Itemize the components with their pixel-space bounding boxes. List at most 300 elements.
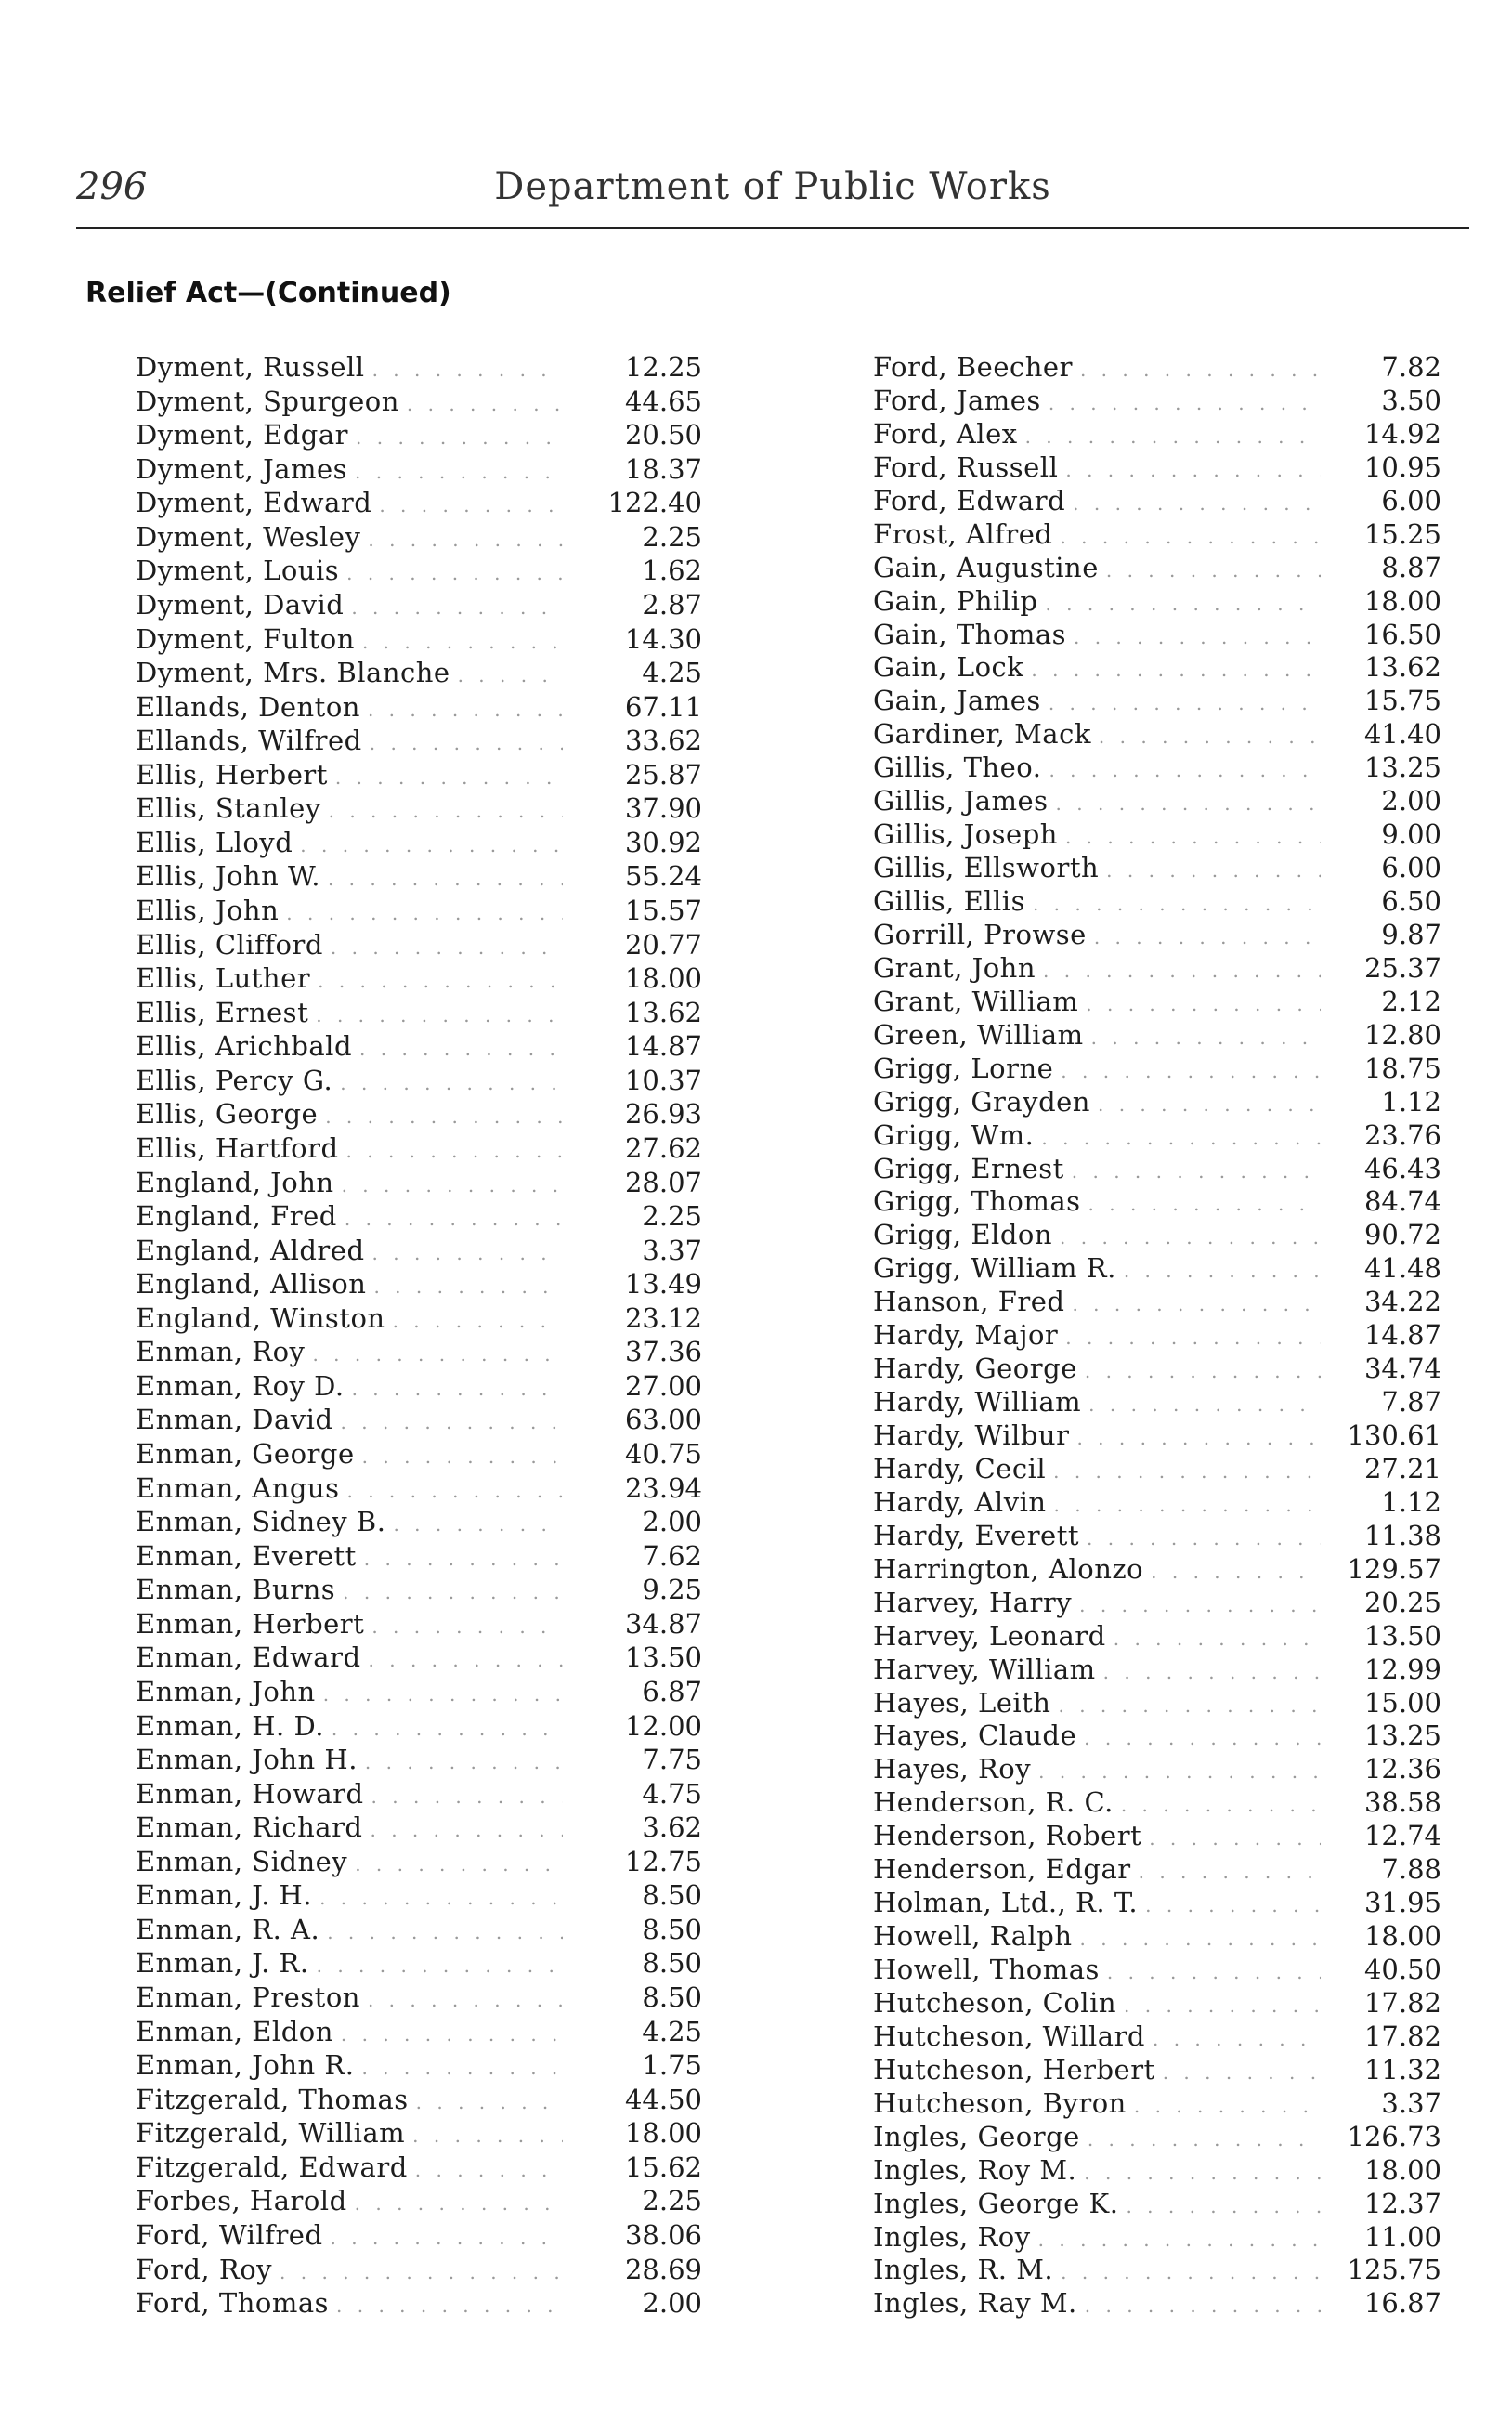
payee-name: Hardy, William [873,1386,1082,1419]
payee-name: Henderson, Robert [873,1820,1142,1852]
payee-name: Ellis, Luther [136,962,311,995]
dot-leader [1054,1489,1321,1523]
payment-amount: 13.25 [1363,1719,1441,1752]
payment-amount: 20.25 [1363,1586,1441,1618]
dot-leader [1134,2090,1321,2124]
payee-name: Ellis, Hartford [136,1131,339,1164]
list-item [136,487,702,520]
payee-name: Hardy, Major [873,1319,1059,1352]
payee-name: Dyment, Wesley [136,520,361,553]
payee-name: Enman, Sidney B. [136,1506,386,1538]
payment-amount: 67.11 [624,690,702,723]
payee-name: Dyment, Russell [136,351,365,383]
dot-leader [355,2188,563,2221]
dot-leader [1098,1089,1321,1122]
dot-leader [1074,621,1321,655]
payee-name: Hanson, Fred [873,1286,1065,1318]
payee-name: Gillis, Theo. [873,752,1042,784]
payee-name: Grigg, Eldon [873,1219,1053,1251]
payment-amount: 12.80 [1363,1018,1441,1051]
list-item [136,1336,702,1369]
list-item [136,555,702,588]
payee-name: Gain, Philip [873,584,1038,617]
dot-leader [1033,888,1321,922]
payee-name: Enman, Preston [136,1981,360,2013]
payment-amount: 63.00 [624,1404,702,1436]
list-item [873,1987,1441,2020]
dot-leader [1099,721,1321,754]
dot-leader [1072,1288,1321,1322]
payee-name: Grant, John [873,951,1036,984]
payment-amount: 44.65 [624,385,702,417]
payment-amount: 13.62 [624,996,702,1028]
payee-name: Frost, Alfred [873,517,1053,550]
payment-amount: 9.00 [1381,818,1441,851]
payee-name: Enman, John R. [136,2049,355,2082]
payment-amount: 2.87 [642,588,702,621]
dot-leader [1088,2124,1321,2157]
payee-name: Hardy, Alvin [873,1485,1047,1518]
dot-leader [365,1746,563,1780]
payee-name: Ellis, George [136,1098,319,1131]
payee-name: Enman, Roy [136,1336,306,1368]
list-item [136,1404,702,1437]
dot-leader [1145,1889,1321,1923]
payment-amount: 33.62 [624,725,702,757]
payment-amount: 23.12 [624,1301,702,1334]
payment-amount: 2.00 [642,2287,702,2320]
payment-amount: 28.69 [624,2253,702,2285]
list-item [873,919,1441,952]
payment-amount: 7.87 [1381,1386,1441,1419]
list-item [136,1472,702,1506]
dot-leader [369,1644,563,1678]
payee-name: Hardy, Cecil [873,1452,1047,1484]
payment-amount: 1.75 [642,2049,702,2082]
payee-name: Gorrill, Prowse [873,918,1087,950]
list-item [873,1654,1441,1687]
payee-name: Grigg, Grayden [873,1085,1090,1118]
payee-name: Gain, Augustine [873,551,1099,583]
payee-name: Enman, J. R. [136,1947,309,1980]
dot-leader [346,1135,563,1169]
section-heading: Relief Act—(Continued) [85,277,451,309]
payee-name: Howell, Ralph [873,1920,1073,1953]
payment-amount: 125.75 [1347,2254,1441,2286]
list-item [136,589,702,622]
dot-leader [1088,1389,1321,1422]
payment-amount: 15.62 [624,2151,702,2183]
dot-leader [1103,1656,1321,1690]
payment-amount: 27.00 [624,1369,702,1402]
list-item [873,1119,1441,1153]
payment-amount: 9.25 [642,1574,702,1606]
payee-name: Hardy, George [873,1353,1077,1385]
payee-name: Hayes, Claude [873,1719,1077,1752]
page-header [76,165,1469,212]
list-item [136,1200,702,1234]
payee-name: Enman, Roy D. [136,1369,345,1402]
payee-name: Ellis, Lloyd [136,826,293,858]
list-item [136,2287,702,2321]
list-item [873,1820,1441,1853]
list-item [136,1167,702,1200]
payment-amount: 10.37 [624,1064,702,1096]
payment-amount: 12.36 [1363,1753,1441,1785]
payment-amount: 13.25 [1363,752,1441,784]
dot-leader [1065,1322,1321,1355]
payment-amount: 6.50 [1381,885,1441,917]
payment-amount: 34.87 [624,1607,702,1640]
payee-name: Enman, R. A. [136,1913,320,1945]
payee-name: Fitzgerald, Edward [136,2151,408,2183]
payment-amount: 16.87 [1363,2287,1441,2320]
payee-name: Dyment, Louis [136,555,340,587]
payment-amount: 12.75 [624,1845,702,1877]
list-item [136,1098,702,1131]
list-item [873,1786,1441,1820]
payee-name: Dyment, Edward [136,487,372,519]
dot-leader [1031,654,1321,687]
list-item [873,1853,1441,1887]
dot-leader [371,1814,564,1848]
list-item [873,418,1441,451]
dot-leader [1045,588,1321,621]
payment-amount: 1.12 [1381,1085,1441,1118]
dot-leader [368,1984,563,2018]
payee-name: Ellis, John W. [136,860,320,893]
payment-amount: 17.82 [1363,1986,1441,2019]
payee-name: Henderson, Edgar [873,1853,1131,1886]
payee-name: Grigg, Ernest [873,1152,1064,1184]
payment-amount: 11.00 [1363,2220,1441,2253]
payee-name: Enman, Eldon [136,2015,333,2047]
dot-leader [1060,1222,1321,1255]
payee-name: England, Aldred [136,1234,365,1266]
list-item [136,2185,702,2218]
payee-name: Henderson, R. C. [873,1786,1114,1819]
header-rule [76,227,1469,229]
list-item [136,1879,702,1913]
payee-name: Enman, George [136,1438,355,1470]
payment-amount: 14.87 [624,1030,702,1063]
dot-leader [373,1271,563,1304]
list-item [873,1419,1441,1453]
payment-amount: 2.00 [642,1506,702,1538]
payment-amount: 23.94 [624,1471,702,1504]
dot-leader [393,1305,563,1339]
dot-leader [359,1033,563,1066]
dot-leader [1065,821,1321,855]
payment-amount: 44.50 [624,2083,702,2115]
list-item [136,1914,702,1947]
dot-leader [341,2019,563,2052]
payment-amount: 40.50 [1363,1954,1441,1985]
payee-name: Fitzgerald, Thomas [136,2083,409,2115]
payment-amount: 18.00 [624,2117,702,2150]
dot-leader [458,660,563,693]
dot-leader [1124,1990,1321,2023]
list-item [873,1019,1441,1053]
list-item [136,351,702,385]
payee-name: Hardy, Wilbur [873,1419,1070,1451]
dot-leader [319,1882,563,1916]
dot-leader [1149,1823,1321,1856]
dot-leader [1087,1523,1321,1556]
list-item [136,1710,702,1744]
payment-amount: 7.88 [1381,1853,1441,1886]
payee-name: Dyment, Spurgeon [136,385,399,417]
payee-name: Gillis, Joseph [873,818,1058,851]
payee-name: Gain, James [873,685,1041,717]
payment-amount: 14.92 [1363,417,1441,450]
list-item [136,2219,702,2253]
dot-leader [312,1339,563,1372]
payee-name: Holman, Ltd., R. T. [873,1887,1139,1919]
list-item [136,1846,702,1879]
payee-name: Ford, Beecher [873,351,1073,383]
dot-leader [364,1543,563,1576]
list-item [873,1587,1441,1620]
payment-amount: 18.37 [624,452,702,485]
dot-leader [1085,2290,1321,2323]
list-item [873,451,1441,485]
payee-name: Hutcheson, Herbert [873,2053,1155,2086]
list-item [873,752,1441,785]
payment-amount: 14.30 [624,622,702,655]
dot-leader [1061,2256,1321,2290]
payment-amount: 15.00 [1363,1686,1441,1719]
dot-leader [317,1950,563,1983]
payment-amount: 18.75 [1363,1052,1441,1084]
payee-name: Ellis, John [136,895,280,926]
list-item [136,1235,702,1268]
list-item [136,1608,702,1641]
payment-amount: 18.00 [1363,1920,1441,1953]
payee-name: Ford, Wilfred [136,2218,323,2251]
dot-leader [1084,2157,1321,2190]
payee-name: Ellis, Arichbald [136,1030,353,1063]
dot-leader [280,2256,563,2290]
list-item [873,1053,1441,1086]
dot-leader [1126,2190,1321,2224]
list-item [873,351,1441,385]
list-item [873,2287,1441,2321]
dot-leader [1153,2023,1321,2057]
dot-leader [1091,1022,1321,1055]
list-item [873,852,1441,885]
list-item [136,860,702,894]
list-item [136,521,702,555]
dot-leader [346,557,563,591]
payment-amount: 12.00 [624,1709,702,1742]
dot-leader [352,1373,563,1406]
payment-amount: 8.50 [642,1981,702,2013]
payment-amount: 4.75 [642,1777,702,1810]
dot-leader [1049,387,1321,421]
dot-leader [331,2222,563,2256]
list-item [136,1030,702,1064]
dot-leader [341,1406,563,1440]
list-item [136,1540,702,1574]
payee-name: Ford, James [873,384,1041,416]
list-item [136,2151,702,2185]
dot-leader [1151,1556,1321,1589]
payment-amount: 3.50 [1381,384,1441,416]
dot-leader [1080,1923,1321,1956]
list-item [873,1687,1441,1720]
payment-amount: 122.40 [607,487,702,519]
list-item [873,1185,1441,1219]
list-item [873,2254,1441,2287]
payee-name: Dyment, Fulton [136,622,355,655]
payment-amount: 9.87 [1381,918,1441,950]
list-item [136,1132,702,1166]
payee-name: Ingles, Ray M. [873,2287,1077,2320]
dot-leader [325,1101,563,1134]
list-item [136,2049,702,2083]
list-item [136,997,702,1030]
payment-amount: 2.12 [1381,985,1441,1017]
list-item [136,1811,702,1845]
payee-name: Howell, Thomas [873,1954,1100,1985]
list-item [873,2020,1441,2054]
payment-amount: 129.57 [1347,1552,1441,1585]
list-item [136,419,702,452]
payment-amount: 31.95 [1363,1887,1441,1919]
payment-amount: 10.95 [1363,451,1441,483]
list-item [873,1520,1441,1553]
payee-name: Ingles, Roy [873,2220,1031,2253]
payment-amount: 3.37 [1381,2086,1441,2119]
dot-leader [1107,1956,1321,1990]
payment-amount: 8.50 [642,1913,702,1945]
payee-name: Green, William [873,1018,1084,1051]
dot-leader [370,727,563,761]
dot-leader [371,1611,563,1644]
payee-name: Ellis, Stanley [136,792,321,825]
payee-name: Harvey, Harry [873,1586,1073,1618]
dot-leader [1121,1789,1321,1823]
dot-leader [1072,1156,1321,1189]
payment-amount: 34.74 [1363,1353,1441,1385]
dot-leader [343,1576,563,1610]
list-item [873,818,1441,852]
list-item [873,2087,1441,2121]
payment-amount: 38.58 [1363,1786,1441,1819]
dot-leader [355,456,563,490]
dot-leader [1065,454,1321,488]
left-column [136,351,702,2321]
list-item [873,2188,1441,2221]
payment-amount: 6.00 [1381,852,1441,884]
payment-amount: 14.87 [1363,1319,1441,1352]
list-item [136,895,702,928]
dot-leader [1073,488,1321,521]
dot-leader [1038,2224,1321,2257]
list-item [136,962,702,996]
payment-amount: 8.87 [1381,551,1441,583]
payee-name: Enman, H. D. [136,1709,324,1742]
dot-leader [416,2086,563,2120]
payment-amount: 40.75 [624,1438,702,1470]
payment-amount: 55.24 [624,860,702,893]
payment-amount: 6.00 [1381,484,1441,516]
payment-amount: 27.62 [624,1131,702,1164]
dot-leader [1076,1422,1321,1456]
dot-leader [379,490,563,523]
payment-amount: 26.93 [624,1098,702,1131]
payment-amount: 2.25 [642,2185,702,2217]
payee-name: Gain, Thomas [873,618,1066,650]
list-item [873,1252,1441,1286]
dot-leader [368,524,563,557]
payment-amount: 11.38 [1363,1519,1441,1551]
payment-amount: 17.82 [1363,2020,1441,2052]
payee-name: England, Winston [136,1301,385,1334]
payment-amount: 20.50 [624,419,702,451]
list-item [873,1920,1441,1954]
payment-amount: 1.62 [642,555,702,587]
right-column [873,351,1441,2321]
payee-name: Enman, Herbert [136,1607,365,1640]
payee-name: Ingles, George K. [873,2187,1119,2219]
dot-leader [407,388,563,422]
list-item [136,1065,702,1098]
list-item [136,1302,702,1336]
payee-name: Hayes, Leith [873,1686,1051,1719]
dot-leader [327,1916,563,1950]
dot-leader [1163,2057,1321,2090]
payment-amount: 2.25 [642,1200,702,1233]
list-item [136,1268,702,1301]
list-item [873,952,1441,986]
payment-amount: 12.74 [1363,1820,1441,1852]
payment-amount: 38.06 [624,2218,702,2251]
list-item [136,1370,702,1404]
payment-amount: 34.22 [1363,1286,1441,1318]
list-item [136,725,702,758]
payee-name: Harrington, Alonzo [873,1552,1144,1585]
list-item [136,2254,702,2287]
payment-amount: 23.76 [1363,1118,1441,1151]
dot-leader [356,422,563,455]
dot-leader [1080,354,1321,387]
dot-leader [1038,1756,1321,1789]
payment-amount: 25.87 [624,758,702,791]
payment-amount: 18.00 [1363,2153,1441,2186]
dot-leader [318,965,563,999]
payment-amount: 18.00 [624,962,702,995]
list-item [873,485,1441,518]
list-item [873,1453,1441,1486]
dot-leader [1086,988,1321,1022]
payment-amount: 130.61 [1347,1419,1441,1451]
dot-leader [1079,1589,1321,1623]
payment-amount: 11.32 [1363,2053,1441,2086]
payee-name: England, Fred [136,1200,337,1233]
payment-amount: 13.50 [1363,1619,1441,1652]
payee-name: Ingles, Roy M. [873,2153,1077,2186]
payee-name: Ford, Edward [873,484,1066,516]
list-item [136,1981,702,2015]
payee-name: Hardy, Everett [873,1519,1080,1551]
payment-amount: 25.37 [1363,951,1441,984]
dot-leader [1058,1690,1321,1723]
dot-leader [335,762,563,795]
dot-leader [1041,1122,1321,1156]
list-item [873,585,1441,619]
